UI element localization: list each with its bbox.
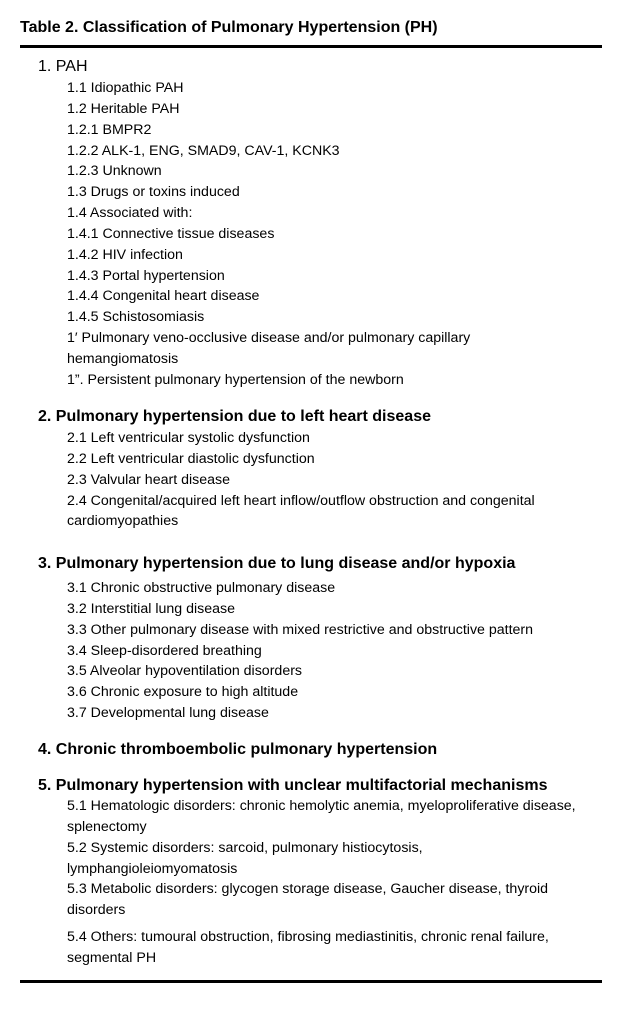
list-item: 1.1 Idiopathic PAH <box>67 80 184 96</box>
list-item: 1.4.5 Schistosomiasis <box>67 309 205 326</box>
list-item: 1.4.1 Connective tissue diseases <box>67 225 275 242</box>
section-items <box>67 796 597 969</box>
table-title: Table 2. Classification of Pulmonary Hypertension (PH) <box>20 19 438 36</box>
section-items <box>67 428 598 532</box>
section-items <box>67 78 598 391</box>
list-item: 1.4.3 Portal hypertension <box>67 267 225 284</box>
list-item: 3.5 Alveolar hypoventilation disorders <box>67 663 303 680</box>
section-items <box>67 578 598 724</box>
list-item: 3.2 Interstitial lung disease <box>67 600 235 617</box>
section-pah <box>38 57 598 391</box>
list-item: 1.2.2 ALK-1, ENG, SMAD9, CAV-1, KCNK3 <box>67 142 340 159</box>
list-item: 1.4 Associated with: <box>67 205 193 222</box>
list-item: 1′ Pulmonary veno-occlusive disease and/or pulmonary capillary hemangiomatosis <box>67 330 471 367</box>
list-item: 2.1 Left ventricular systolic dysfunction <box>67 430 310 446</box>
list-item: 5.3 Metabolic disorders: glycogen storage disease, Gaucher disease, thyroid disorders <box>67 881 549 919</box>
list-item: 1.2 Heritable PAH <box>67 100 180 117</box>
list-item: 3.1 Chronic obstructive pulmonary disease <box>67 580 336 596</box>
list-item: 2.4 Congenital/acquired left heart inflow/outflow obstruction and congenital cardiomyopathies <box>67 492 535 530</box>
list-item: 1.3 Drugs or toxins induced <box>67 184 240 201</box>
list-item: 3.3 Other pulmonary disease with mixed restrictive and obstructive pattern <box>67 621 534 638</box>
list-item: 5.1 Hematologic disorders: chronic hemolytic anemia, myeloproliferative disease, splenectomy <box>67 798 576 835</box>
list-item: 5.2 Systemic disorders: sarcoid, pulmonary histiocytosis, lymphangioleiomyomatosis <box>67 839 423 877</box>
list-item: 5.4 Others: tumoural obstruction, fibrosing mediastinitis, chronic renal failure, segmental PH <box>67 929 549 966</box>
list-item: 1.4.4 Congenital heart disease <box>67 288 260 305</box>
top-rule <box>20 45 602 48</box>
list-item: 1.2.3 Unknown <box>67 163 162 180</box>
bottom-rule <box>20 980 602 983</box>
list-item: 1”. Persistent pulmonary hypertension of the newborn <box>67 371 404 388</box>
list-item: 3.7 Developmental lung disease <box>67 705 269 722</box>
section-heading: 3. Pulmonary hypertension due to lung disease and/or hypoxia <box>38 555 516 572</box>
list-item: 3.4 Sleep-disordered breathing <box>67 642 262 659</box>
section-lung-disease <box>38 554 598 724</box>
list-item: 1.4.2 HIV infection <box>67 246 183 263</box>
section-left-heart <box>38 407 598 532</box>
list-item: 3.6 Chronic exposure to high altitude <box>67 684 299 701</box>
section-heading: 2. Pulmonary hypertension due to left heart disease <box>38 408 431 425</box>
list-item: 1.2.1 BMPR2 <box>67 121 152 138</box>
list-item: 2.2 Left ventricular diastolic dysfunction <box>67 450 315 467</box>
section-thromboembolic <box>38 740 598 760</box>
section-heading: 5. Pulmonary hypertension with unclear multifactorial mechanisms <box>38 777 548 794</box>
section-heading: 1. PAH <box>38 58 88 75</box>
section-multifactorial <box>38 776 598 969</box>
section-heading: 4. Chronic thromboembolic pulmonary hypertension <box>38 741 438 758</box>
list-item: 2.3 Valvular heart disease <box>67 471 230 488</box>
